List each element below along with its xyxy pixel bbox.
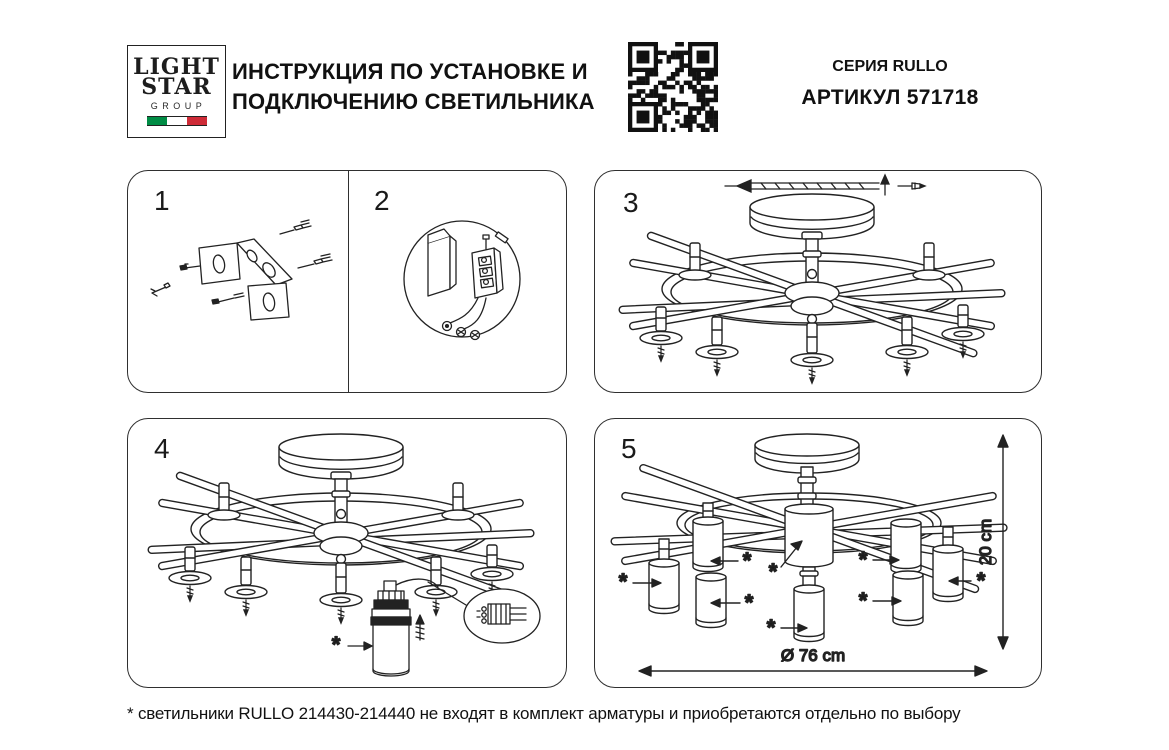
junction-box	[428, 229, 456, 296]
panel-step-5	[594, 418, 1042, 688]
asterisk-marker: *	[742, 548, 752, 573]
height-dimension	[976, 435, 1008, 649]
logo-word-star: STAR	[141, 74, 212, 100]
arrow-left-icon	[737, 180, 751, 192]
page-title-line1: ИНСТРУКЦИЯ ПО УСТАНОВКЕ И	[232, 59, 588, 84]
asterisk-marker: *	[976, 568, 986, 593]
arrow-up-icon	[881, 175, 889, 184]
screw-up-icon	[416, 615, 424, 640]
asterisk-marker: *	[744, 590, 754, 615]
asterisk-marker: *	[331, 632, 341, 657]
mounting-bar	[725, 175, 925, 195]
panel-steps-1-2	[127, 170, 567, 393]
series-block	[770, 58, 1010, 110]
connector-detail-circle	[464, 589, 540, 643]
logo-word-light: LIGHT	[133, 53, 220, 80]
lamp-body	[371, 591, 411, 676]
page-title	[232, 57, 595, 117]
asterisk-marker: *	[766, 615, 776, 640]
asterisk-marker: *	[618, 569, 628, 594]
article-label: АРТИКУЛ 571718	[801, 86, 979, 109]
step5-illustration-assembled-chandelier	[595, 419, 1039, 685]
asterisk-pointer	[332, 632, 372, 657]
asterisk-marker: *	[858, 588, 868, 613]
footnote: * светильники RULLO 214430-214440 не входят в комплект арматуры и приобретаются отдельно по выбору	[127, 704, 961, 723]
step-2-number: 2	[374, 185, 390, 216]
qr-code-icon	[628, 42, 718, 132]
asterisk-marker: *	[858, 547, 868, 572]
screw-icon	[151, 283, 170, 296]
series-label: СЕРИЯ RULLO	[832, 58, 948, 75]
terminal-block-icon	[472, 232, 508, 298]
diameter-dimension	[639, 646, 987, 676]
italian-flag-icon	[147, 116, 207, 126]
diameter-label: Ø 76 cm	[780, 646, 846, 665]
asterisk-marker: *	[768, 559, 778, 584]
logo-word-group: GROUP	[150, 101, 207, 112]
arrow-right-icon	[364, 642, 372, 650]
step1-illustration-bracket	[128, 171, 348, 389]
panel-step-3	[594, 170, 1042, 393]
panel-step-4	[127, 418, 567, 688]
step-1-number: 1	[154, 185, 170, 216]
height-label: 20 cm	[976, 518, 995, 566]
screw-icon	[898, 183, 925, 189]
page-title-line2: ПОДКЛЮЧЕНИЮ СВЕТИЛЬНИКА	[232, 89, 595, 114]
step4-illustration-lamp-attachment	[128, 419, 564, 685]
lightstar-logo	[127, 45, 226, 138]
step2-illustration-wiring	[348, 171, 566, 389]
step-3-number: 3	[623, 187, 639, 218]
step-5-number: 5	[621, 433, 637, 464]
step3-illustration-frame-mounting	[595, 171, 1039, 389]
step-4-number: 4	[154, 433, 170, 464]
wires	[443, 298, 487, 340]
